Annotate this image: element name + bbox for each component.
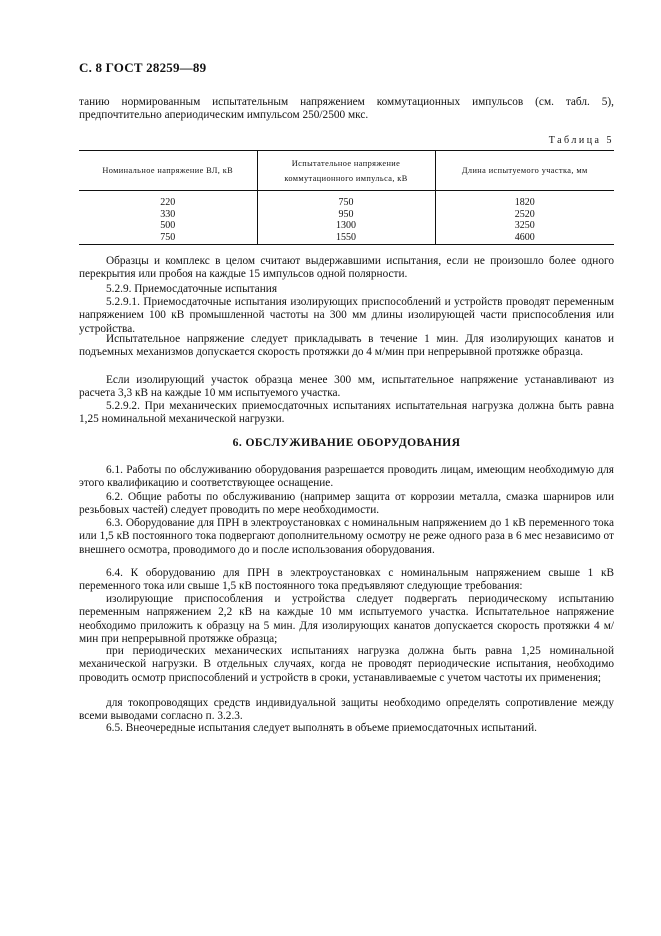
paragraph-result: Образцы и комплекс в целом считают выдержавшими испытания, если не произошло более одного перекрытия или пробоя на каждые 15 импульсов одной полярности. (79, 255, 614, 281)
table-cell: 1300 (257, 220, 435, 232)
table-cell: 4600 (435, 232, 614, 245)
table-row (79, 220, 614, 232)
clause-6-1: 6.1. Работы по обслуживанию оборудования разрешается проводить лицам, имеющим необходимую для этого квалификацию и соответствующее оснащение. (79, 464, 614, 490)
clause-6-4: 6.4. К оборудованию для ПРН в электроустановках с номинальным напряжением свыше 1 кВ переменного тока или свыше 1,5 кВ постоянного тока предъявляют следующие требования: (79, 567, 614, 593)
table-header-row (79, 151, 614, 191)
requirement-conductive-ppe: для токопроводящих средств индивидуальной защиты необходимо определять сопротивление между всеми выводами согласно п. 3.2.3. (79, 697, 614, 723)
table-row (79, 209, 614, 221)
paragraph-test-voltage: Испытательное напряжение следует прикладывать в течение 1 мин. Для изолирующих канатов и подъемных механизмов допускается скорость протяжки до 4 м/мин при непрерывной протяжке образца. (79, 333, 614, 359)
requirement-mechanical-tests: при периодических механических испытаниях нагрузка должна быть равна 1,25 номинальной механической нагрузки. В отдельных случаях, когда не проводят периодические испытания, необходимо проводить осмотр приспособлений и устройств в сроки, устанавливаемые с учетом частоты их применения; (79, 645, 614, 684)
clause-5-2-9-2: 5.2.9.2. При механических приемосдаточных испытаниях испытательная нагрузка должна быть равна 1,25 номинальной механической нагрузки. (79, 400, 614, 426)
table-cell: 1820 (435, 191, 614, 209)
table-cell: 3250 (435, 220, 614, 232)
table-row (79, 191, 614, 209)
clause-6-5: 6.5. Внеочередные испытания следует выполнять в объеме приемосдаточных испытаний. (106, 722, 537, 734)
table-cell: 500 (160, 220, 176, 231)
requirement-insulating-tools: изолирующие приспособления и устройства следует подвергать периодическому испытанию переменным напряжением 2,2 кВ на каждые 10 мм испытуемого участка. Испытательное напряжение необходимо приложить к образцу на 5 мин. Для изолирующих канатов допускается скорость протяжки 4 м/мин при непрерывной протяжке образца; (79, 593, 614, 646)
table-cell: 220 (160, 197, 176, 208)
table-caption: Таблица 5 (548, 135, 614, 146)
column-header: Испытательное напряжение коммутационного импульса, кВ (257, 151, 435, 191)
paragraph-short-section: Если изолирующий участок образца менее 300 мм, испытательное напряжение устанавливают из расчета 3,3 кВ на каждые 10 мм испытуемого участка. (79, 374, 614, 400)
table-cell: 2520 (435, 209, 614, 221)
column-header: Номинальное напряжение ВЛ, кВ (79, 151, 257, 191)
table-5 (79, 150, 614, 245)
table-cell: 750 (257, 191, 435, 209)
table-cell: 750 (79, 232, 257, 245)
clause-6-2: 6.2. Общие работы по обслуживанию (например защита от коррозии металла, смазка шарниров или резьбовых частей) следует проводить по мере необходимости. (79, 491, 614, 517)
section-title: 6. ОБСЛУЖИВАНИЕ ОБОРУДОВАНИЯ (232, 436, 461, 449)
clause-6-3: 6.3. Оборудование для ПРН в электроустановках с номинальным напряжением до 1 кВ переменного тока или 1,5 кВ постоянного тока подвергают дополнительному осмотру не реже одного раза в 6 мес независимо от внешнего осмотра, проводимого до и после использования оборудования. (79, 517, 614, 556)
table-row (79, 232, 614, 245)
column-header: Длина испытуемого участка, мм (435, 151, 614, 191)
clause-5-2-9-1: 5.2.9.1. Приемосдаточные испытания изолирующих приспособлений и устройств проводят переменным напряжением 100 кВ промышленной частоты на 300 мм длины изолирующей части приспособления или устройства. (79, 296, 614, 335)
intro-paragraph: танию нормированным испытательным напряжением коммутационных импульсов (см. табл. 5), предпочтительно апериодическим импульсом 250/2500 мкс. (79, 96, 614, 122)
clause-heading-5-2-9: 5.2.9. Приемосдаточные испытания (106, 283, 278, 295)
table-cell: 330 (160, 208, 176, 220)
table-cell: 950 (257, 209, 435, 221)
table-cell: 1550 (257, 232, 435, 245)
page-header: С. 8 ГОСТ 28259—89 (79, 60, 207, 75)
